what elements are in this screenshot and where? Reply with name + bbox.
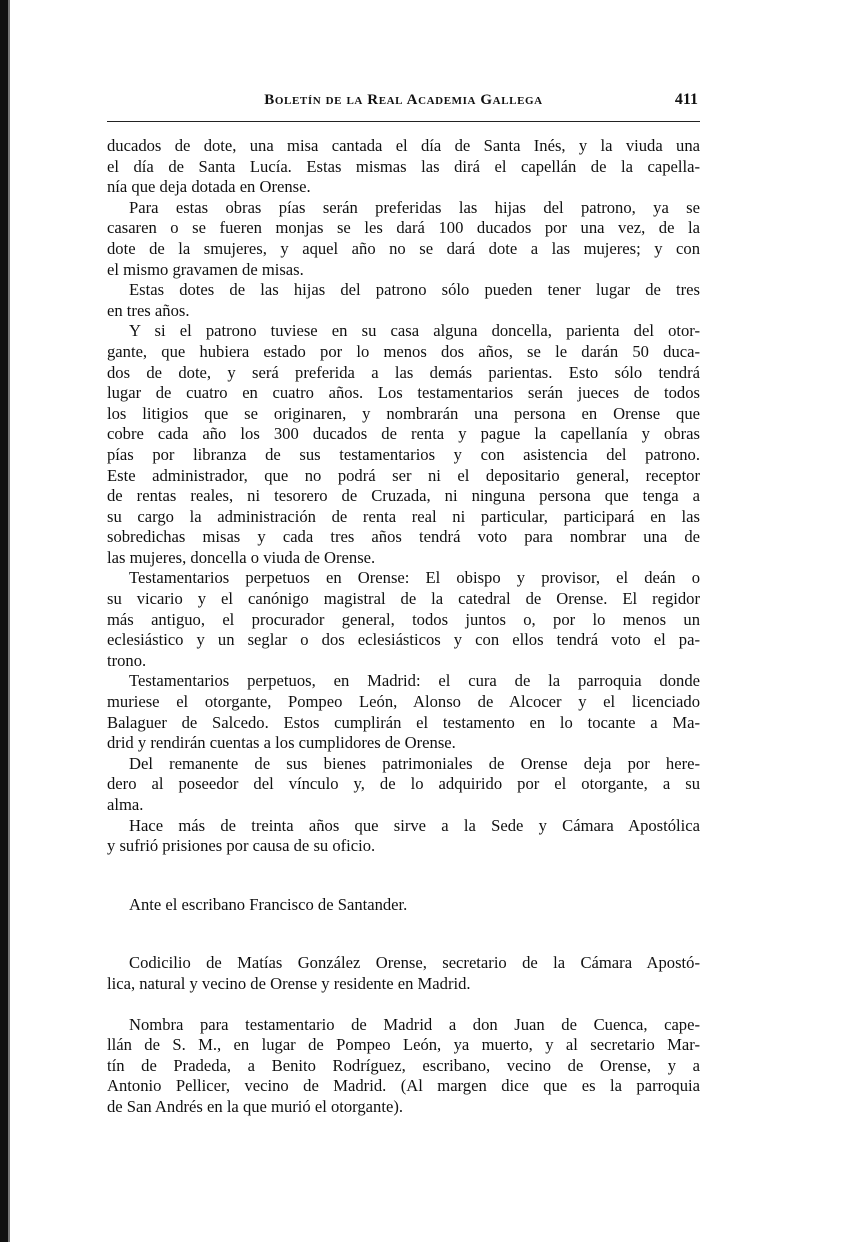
text-line: Y si el patrono tuviese en su casa alguna doncella, parienta del otor- [129,321,700,341]
running-title: Boletín de la Real Academia Gallega [264,92,543,108]
text-line: Estas dotes de las hijas del patrono sólo pueden tener lugar de tres [129,280,700,300]
text-line: alma. [107,795,144,814]
text-line: Nombra para testamentario de Madrid a don Juan de Cuenca, cape- [129,1014,700,1034]
text-line: el día de Santa Lucía. Estas mismas las dirá el capellán de la capella- [107,156,700,176]
text-line: Del remanente de sus bienes patrimoniales de Orense deja por here- [129,753,700,773]
page-header [107,92,700,116]
header-rule [107,121,700,122]
text-line: Ante el escribano Francisco de Santander. [129,894,408,914]
text-line: en tres años. [107,300,190,320]
paragraph [107,895,700,916]
text-line: trono. [107,650,147,670]
text-line: dos de dote, y será preferida a las demás parientas. Esto sólo tendrá [107,362,700,382]
paragraph [107,1015,700,1118]
text-line: de rentas reales, ni tesorero de Cruzada, ni ninguna persona que tenga a [107,486,700,506]
paragraph [107,568,700,671]
paragraph [107,198,700,280]
text-line: Hace más de treinta años que sirve a la Sede y Cámara Apostólica [129,815,700,835]
text-line: lica, natural y vecino de Orense y residente en Madrid. [107,973,471,993]
text-line: su cargo la administración de renta real ni particular, participará en las [107,506,700,526]
scan-edge-shadow [8,0,10,1242]
text-line: sobredichas misas y cada tres años tendrá voto para nombrar una de [107,527,700,547]
paragraph [107,280,700,321]
paragraph [107,816,700,857]
text-line: cobre cada año los 300 ducados de renta y pague la capellanía y obras [107,424,700,444]
text-line: eclesiástico y un seglar o dos eclesiásticos y con ellos tendrá voto el pa- [107,630,700,650]
text-line: su vicario y el canónigo magistral de la catedral de Orense. El regidor [107,589,700,609]
scan-edge [0,0,8,1242]
text-line: ducados de dote, una misa cantada el día de Santa Inés, y la viuda una [107,136,700,155]
text-line: dero al poseedor del vínculo y, de lo adquirido por el otorgante, a su [107,774,700,794]
text-line: las mujeres, doncella o viuda de Orense. [107,547,376,567]
text-line: nía que deja dotada en Orense. [107,177,311,197]
text-line: de San Andrés en la que murió el otorgante). [107,1096,403,1116]
paragraph [107,754,700,816]
paragraph-gap [107,995,700,1015]
text-line: Para estas obras pías serán preferidas las hijas del patrono, ya se [129,197,700,217]
text-line: Balaguer de Salcedo. Estos cumplirán el testamento en lo tocante a Ma- [107,712,700,732]
text-line: Testamentarios perpetuos en Orense: El obispo y provisor, el deán o [129,568,700,588]
text-line: Codicilio de Matías González Orense, secretario de la Cámara Apostó- [129,953,700,973]
text-line: Antonio Pellicer, vecino de Madrid. (Al margen dice que es la parroquia [107,1076,700,1096]
text-line: el mismo gravamen de misas. [107,259,304,279]
text-line: lugar de cuatro en cuatro años. Los testamentarios serán jueces de todos [107,383,700,403]
paragraph-gap [107,915,700,953]
text-line: tín de Pradeda, a Benito Rodríguez, escribano, vecino de Orense, y a [107,1055,700,1075]
text-line: Este administrador, que no podrá ser ni el depositario general, receptor [107,465,700,485]
text-line: drid y rendirán cuentas a los cumplidores de Orense. [107,733,456,753]
text-line: más antiguo, el procurador general, todos juntos o, por lo menos un [107,609,700,629]
text-line: los litigios que se originaren, y nombrarán una persona en Orense que [107,403,700,423]
text-line: dote de la smujeres, y aquel año no se dará dote a las mujeres; y con [107,238,700,258]
document-body [107,136,700,1118]
text-line: casaren o se fueren monjas se les dará 100 ducados por una vez, de la [107,218,700,238]
text-line: muriese el otorgante, Pompeo León, Alonso de Alcocer y el licenciado [107,692,700,712]
paragraph [107,953,700,994]
paragraph-gap [107,857,700,895]
text-line: gante, que hubiera estado por lo menos dos años, se le darán 50 duca- [107,341,700,361]
page-number: 411 [674,91,698,108]
text-line: pías por libranza de sus testamentarios y con asistencia del patrono. [107,444,700,464]
text-line: Testamentarios perpetuos, en Madrid: el cura de la parroquia donde [129,671,700,691]
paragraph [107,321,700,568]
paragraph [107,136,700,198]
paragraph [107,671,700,753]
text-line: y sufrió prisiones por causa de su oficio. [107,836,376,856]
text-line: llán de S. M., en lugar de Pompeo León, ya muerto, y al secretario Mar- [107,1035,700,1055]
